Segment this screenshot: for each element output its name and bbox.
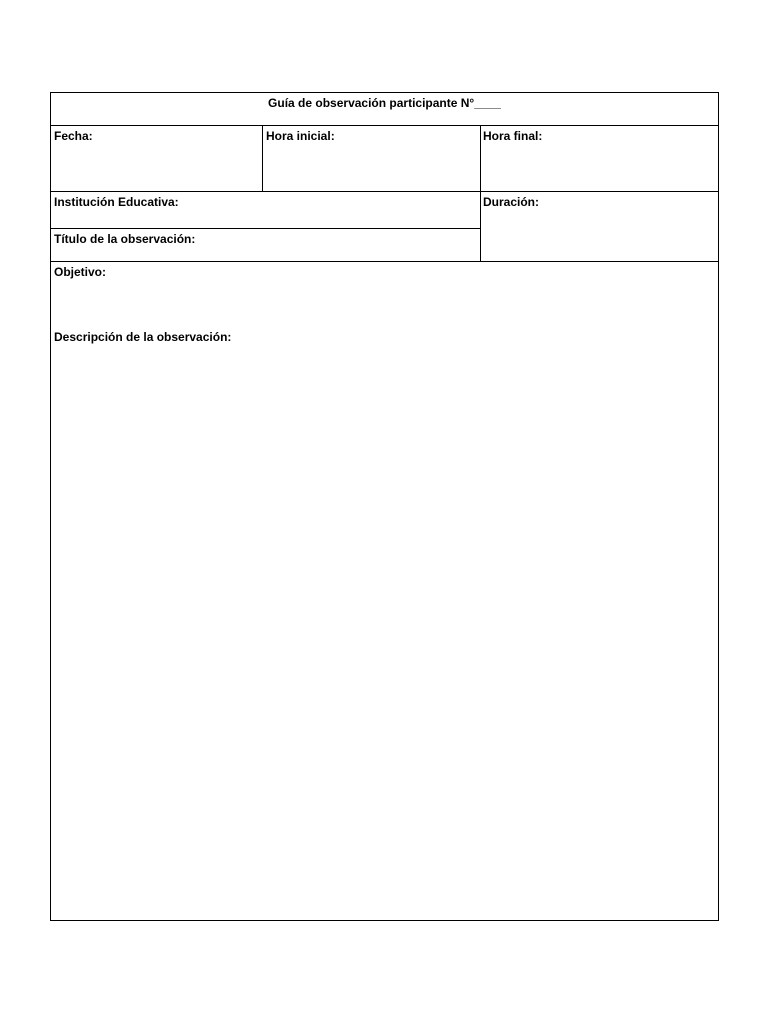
form-title: Guía de observación participante N°____ (268, 96, 501, 110)
objetivo-label: Objetivo: (54, 265, 107, 279)
descripcion-label: Descripción de la observación: (54, 330, 232, 344)
institucion-label: Institución Educativa: (54, 195, 179, 209)
row-divider-header (51, 261, 718, 262)
hora-inicial-label: Hora inicial: (266, 129, 335, 143)
titulo-field[interactable] (51, 229, 480, 261)
objetivo-field[interactable] (51, 279, 718, 325)
duracion-field[interactable] (481, 192, 718, 261)
hora-final-label: Hora final: (483, 129, 543, 143)
hora-final-field[interactable] (481, 126, 718, 191)
observation-form (50, 92, 719, 921)
duracion-label: Duración: (483, 195, 540, 209)
fecha-field[interactable] (51, 126, 262, 191)
descripcion-field[interactable] (51, 345, 718, 920)
hora-inicial-field[interactable] (263, 126, 480, 191)
titulo-label: Título de la observación: (54, 232, 196, 246)
institucion-field[interactable] (51, 192, 480, 228)
fecha-label: Fecha: (54, 129, 93, 143)
